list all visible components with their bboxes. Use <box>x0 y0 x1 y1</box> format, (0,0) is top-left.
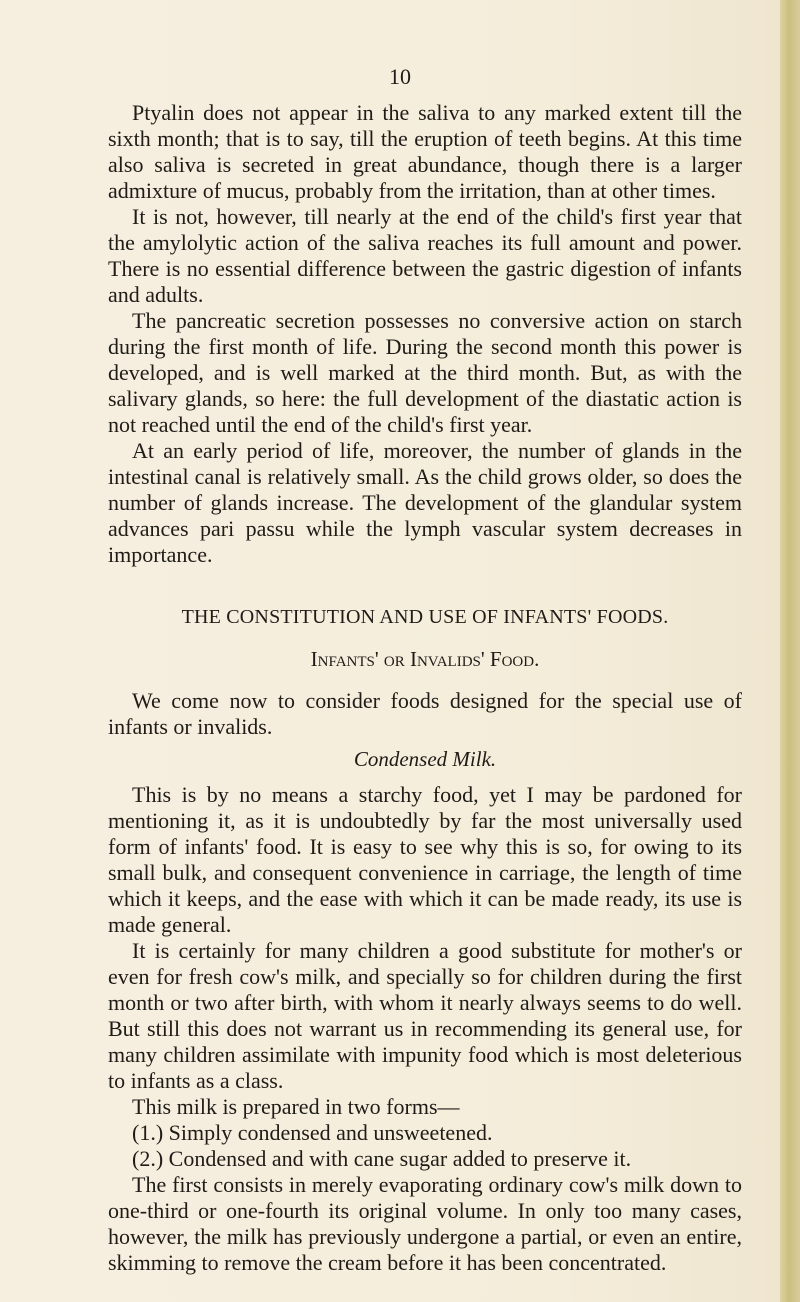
list-item-sweetened: (2.) Condensed and with cane sugar added to preserve it. <box>132 1146 632 1171</box>
subsection-heading: Infants' or Invalids' Food. <box>310 647 540 671</box>
paragraph-condensed-3: This milk is prepared in two forms— <box>132 1094 460 1119</box>
paragraph-ptyalin: Ptyalin does not appear in the saliva to any marked extent till the sixth month; that is to say, till the eruption of teeth begins. At this time also saliva is secreted in great abundance, though there is a larger admixture of mucus, probably from the irritation, than at other times. <box>108 100 742 203</box>
paragraph-condensed-2: It is certainly for many children a good substitute for mother's or even for fresh cow's milk, and specially so for children during the first month or two after birth, with whom it nearly always seems to do well. But still this does not warrant us in recommending its general use, for many children assimilate with impunity food which is most deleterious to infants as a class. <box>108 938 742 1093</box>
paragraph-amylolytic: It is not, however, till nearly at the end of the child's first year that the amylolytic action of the saliva reaches its full amount and power. There is no essential difference between the gastric digestion of infants and adults. <box>108 204 742 307</box>
paragraph-glands: At an early period of life, moreover, the number of glands in the intestinal canal is relatively small. As the child grows older, so does the number of glands increase. The development of the glandular system advances pari passu while the lymph vascular system decreases in importance. <box>108 438 742 567</box>
page-number: 10 <box>389 64 411 89</box>
page-content <box>108 100 742 1276</box>
paragraph-final: The first consists in merely evaporating ordinary cow's milk down to one-third or one-fourth its original volume. In only too many cases, however, the milk has previously undergone a partial, or even an entire, skimming to remove the cream before it has been concentrated. <box>108 1172 742 1275</box>
paragraph-condensed-1: This is by no means a starchy food, yet I may be pardoned for mentioning it, as it is undoubtedly by far the most universally used form of infants' food. It is easy to see why this is so, for owing to its small bulk, and consequent convenience in carriage, the length of time which it keeps, and the ease with which it can be made ready, its use is made general. <box>108 782 742 937</box>
section-heading: THE CONSTITUTION AND USE OF INFANTS' FOODS. <box>181 606 669 628</box>
page-edge-shadow <box>780 0 800 1302</box>
list-item-unsweetened: (1.) Simply condensed and unsweetened. <box>132 1120 493 1145</box>
subsection-title-condensed-milk: Condensed Milk. <box>353 747 497 771</box>
paragraph-pancreatic: The pancreatic secretion possesses no conversive action on starch during the first month of life. During the second month this power is developed, and is well marked at the third month. But, as with the salivary glands, so here: the full development of the diastatic action is not reached until the end of the child's first year. <box>108 308 742 437</box>
paragraph-intro: We come now to consider foods designed for the special use of infants or invalids. <box>108 688 742 739</box>
